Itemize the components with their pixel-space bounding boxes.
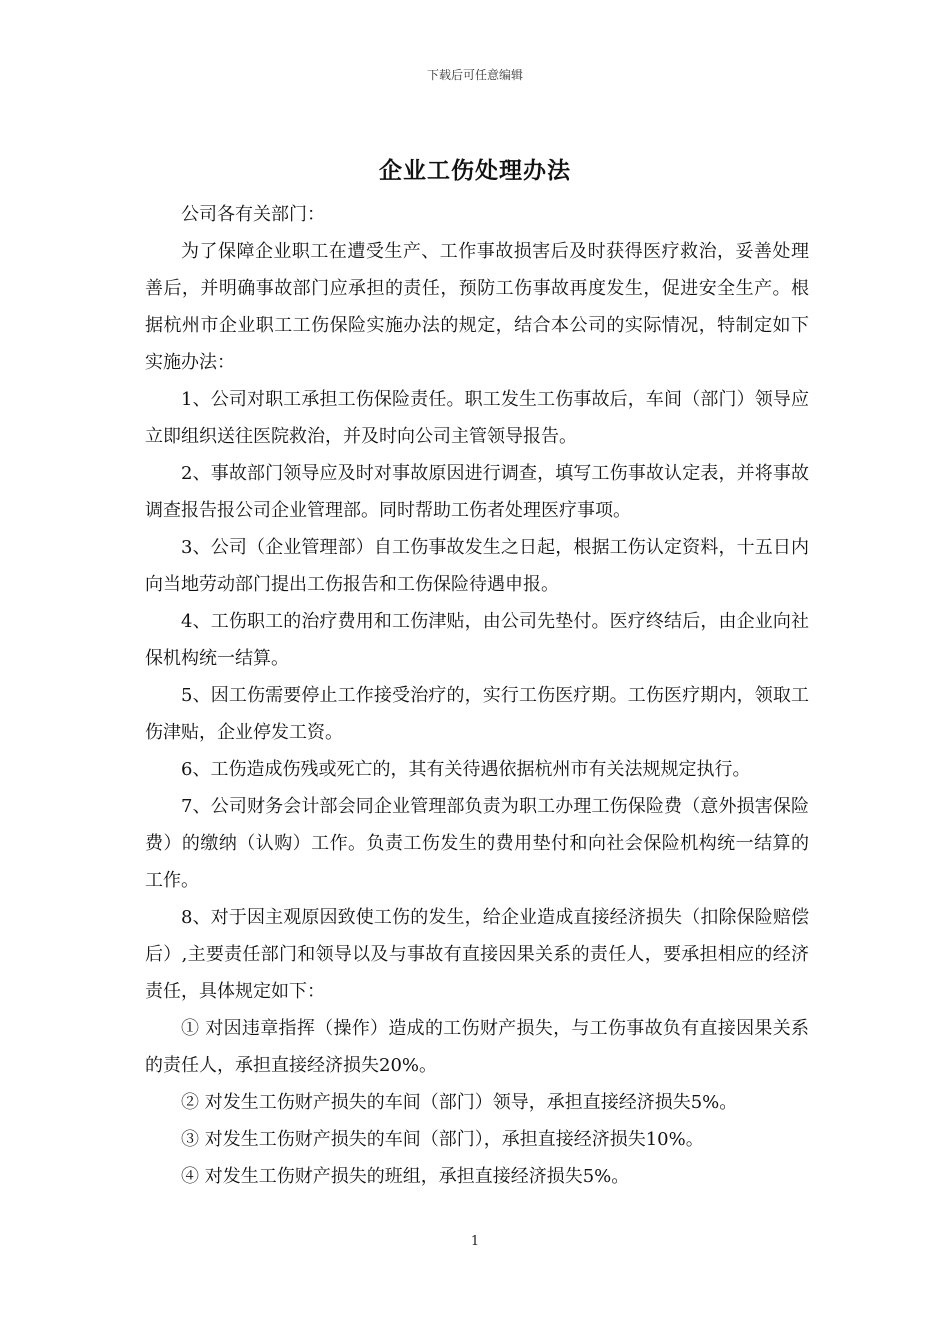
clause-1: 1、公司对职工承担工伤保险责任。职工发生工伤事故后，车间（部门）领导应立即组织送往医院救治，并及时向公司主管领导报告。 [145, 389, 809, 447]
header-note: 下载后可任意编辑 [426, 68, 523, 82]
document-body [145, 196, 809, 1195]
document-title: 企业工伤处理办法 [379, 157, 571, 184]
intro-paragraph: 为了保障企业职工在遭受生产、工作事故损害后及时获得医疗救治，妥善处理善后，并明确事故部门应承担的责任，预防工伤事故再度发生，促进安全生产。根据杭州市企业职工工伤保险实施办法的规定，结合本公司的实际情况，特制定如下实施办法： [145, 241, 809, 373]
salutation: 公司各有关部门： [181, 204, 325, 225]
clause-2: 2、事故部门领导应及时对事故原因进行调查，填写工伤事故认定表，并将事故调查报告报公司企业管理部。同时帮助工伤者处理医疗事项。 [145, 463, 809, 521]
clause-4: 4、工伤职工的治疗费用和工伤津贴，由公司先垫付。医疗终结后，由企业向社保机构统一结算。 [145, 611, 809, 669]
sub-clause-4: ④ 对发生工伤财产损失的班组，承担直接经济损失5%。 [181, 1166, 630, 1187]
page-number: 1 [470, 1234, 480, 1249]
clause-6: 6、工伤造成伤残或死亡的，其有关待遇依据杭州市有关法规规定执行。 [181, 759, 751, 780]
clause-5: 5、因工伤需要停止工作接受治疗的，实行工伤医疗期。工伤医疗期内，领取工伤津贴，企业停发工资。 [145, 685, 809, 743]
sub-clause-2: ② 对发生工伤财产损失的车间（部门）领导，承担直接经济损失5%。 [181, 1092, 738, 1113]
clause-3: 3、公司（企业管理部）自工伤事故发生之日起，根据工伤认定资料，十五日内向当地劳动部门提出工伤报告和工伤保险待遇申报。 [145, 537, 809, 595]
clause-8: 8、对于因主观原因致使工伤的发生，给企业造成直接经济损失（扣除保险赔偿后）,主要责任部门和领导以及与事故有直接因果关系的责任人，要承担相应的经济责任，具体规定如下： [145, 907, 809, 1002]
sub-clause-3: ③ 对发生工伤财产损失的车间（部门），承担直接经济损失10%。 [181, 1129, 704, 1150]
clause-7: 7、公司财务会计部会同企业管理部负责为职工办理工伤保险费（意外损害保险费）的缴纳（认购）工作。负责工伤发生的费用垫付和向社会保险机构统一结算的工作。 [145, 796, 809, 891]
sub-clause-1: ① 对因违章指挥（操作）造成的工伤财产损失，与工伤事故负有直接因果关系的责任人，承担直接经济损失20%。 [145, 1018, 809, 1076]
